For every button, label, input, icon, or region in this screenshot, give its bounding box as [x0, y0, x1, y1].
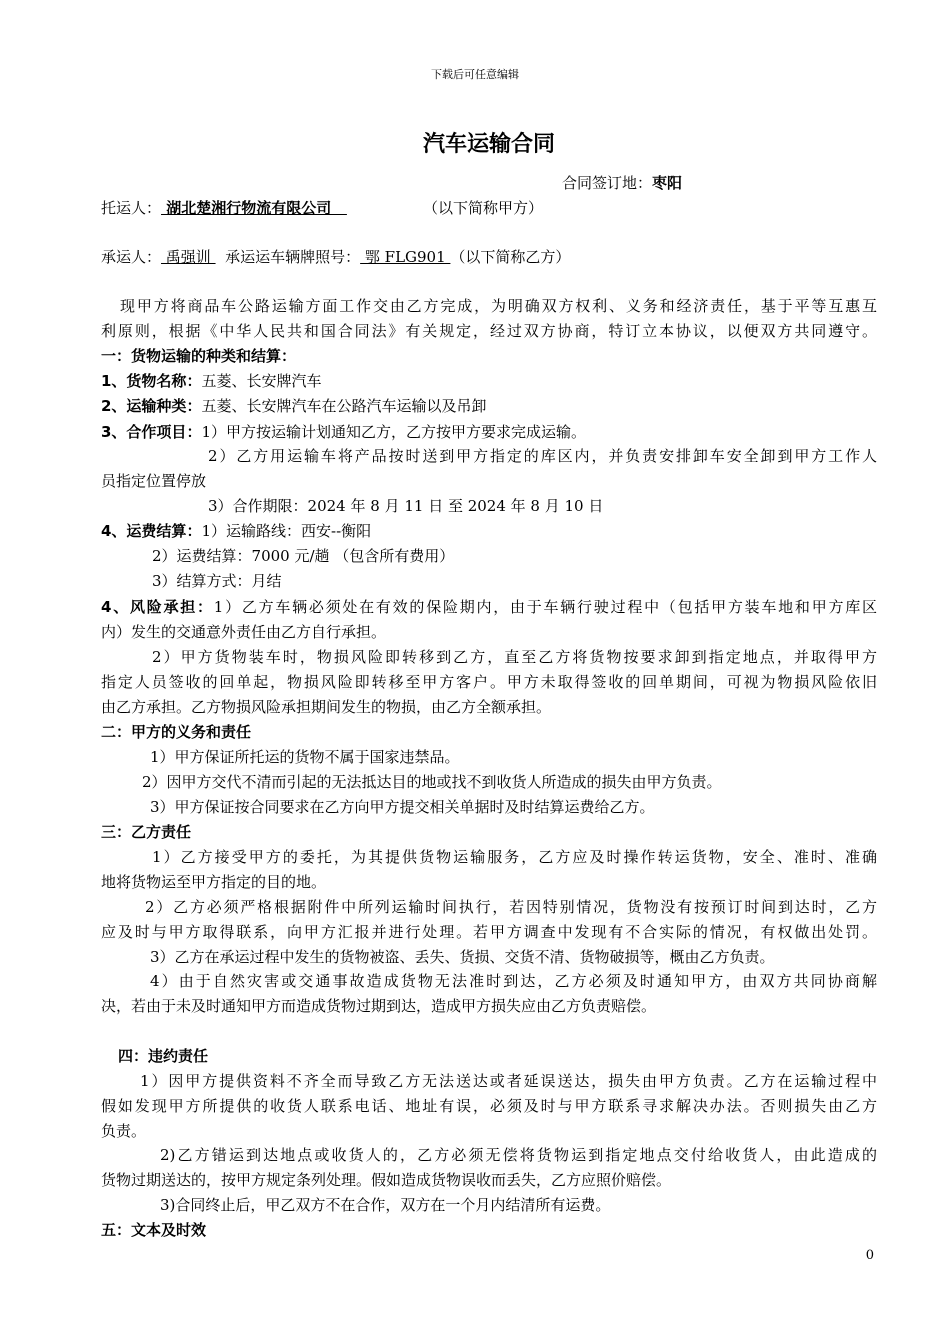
s2-p1: 1）甲方保证所托运的货物不属于国家违禁品。: [150, 748, 460, 766]
s3-p4a: 4）由于自然灾害或交通事故造成货物无法准时到达，乙方必须及时通知甲方，由双方共同协商解: [150, 972, 877, 990]
shipper-name: 湖北楚湘行物流有限公司: [161, 199, 347, 217]
carrier-note: （以下简称乙方）: [450, 248, 571, 266]
s3-p3: 3）乙方在承运过程中发生的货物被盗、丢失、货损、交货不清、货物破损等，概由乙方负责。: [150, 948, 775, 966]
s2-p3: 3）甲方保证按合同要求在乙方向甲方提交相关单据时及时结算运费给乙方。: [150, 798, 655, 816]
s4-p2b: 货物过期送达的，按甲方规定条列处理。假如造成货物误收而丢失，乙方应照价赔偿。: [101, 1171, 672, 1189]
s1-item-5-l2: 内）发生的交通意外责任由乙方自行承担。: [101, 623, 387, 641]
shipper-line: [101, 198, 347, 218]
s1-item-5-p2a: 2）甲方货物装车时，物损风险即转移到乙方，直至乙方将货物按要求卸到指定地点，并取得甲方: [152, 648, 877, 666]
s4-p1c: 负责。: [101, 1122, 147, 1140]
carrier-label: 承运人：: [101, 248, 162, 266]
shipper-note: （以下简称甲方）: [423, 199, 544, 217]
s3-p1a: 1）乙方接受甲方的委托，为其提供货物运输服务，乙方应及时操作转运货物，安全、准时、准确: [152, 848, 877, 866]
s4-p2a: 2)乙方错运到达地点或收货人的，乙方必须无偿将货物运到指定地点交付给收货人，由此造成的: [160, 1146, 877, 1164]
s1-item-3-p2b: 员指定位置停放: [101, 472, 207, 490]
s4-p1b: 假如发现甲方所提供的收货人联系电话、地址有误，必须及时与甲方联系寻求解决办法。否则损失由乙方: [101, 1097, 877, 1115]
s1-item-4: 4、运费结算：1）运输路线：西安--衡阳: [101, 522, 372, 540]
s1-item-5: 4、风险承担：1）乙方车辆必须处在有效的保险期内，由于车辆行驶过程中（包括甲方装车地和甲方库区: [101, 598, 877, 616]
header-note: 下载后可任意编辑: [431, 68, 519, 81]
s3-p2a: 2）乙方必须严格根据附件中所列运输时间执行，若因特别情况，货物没有按预订时间到达时，乙方: [145, 898, 877, 916]
carrier-name: 禹强训: [161, 248, 216, 266]
s1-item-4-p2: 2）运费结算：7000 元/趟 （包含所有费用）: [152, 547, 455, 565]
s2-p2: 2）因甲方交代不清而引起的无法抵达目的地或找不到收货人所造成的损失由甲方负责。: [142, 773, 722, 791]
s3-p1b: 地将货物运至甲方指定的目的地。: [101, 873, 327, 891]
shipper-label: 托运人：: [101, 199, 162, 217]
s3-p2b: 应及时与甲方取得联系，向甲方汇报并进行处理。若甲方调查中发现有不合实际的情况，有权做出处罚。: [101, 923, 877, 941]
s1-item-3-p2a: 2）乙方用运输车将产品按时送到甲方指定的库区内，并负责安排卸车安全卸到甲方工作人: [208, 447, 877, 465]
s1-item-5-p2b: 指定人员签收的回单起，物损风险即转移至甲方客户。甲方未取得签收的回单期间，可视为物损风险依旧: [101, 673, 877, 691]
signing-place: [562, 173, 682, 193]
section-3-heading: 三：乙方责任: [101, 823, 192, 841]
section-1-heading: 一：货物运输的种类和结算：: [101, 347, 297, 365]
page-number: 0: [865, 1248, 874, 1263]
s1-item-2: 2、运输种类：五菱、长安牌汽车在公路汽车运输以及吊卸: [101, 397, 487, 415]
s1-item-3-p3: 3）合作期限：2024 年 8 月 11 日 至 2024 年 8 月 10 日: [208, 497, 604, 515]
section-2-heading: 二：甲方的义务和责任: [101, 723, 252, 741]
s3-p4b: 决，若由于未及时通知甲方而造成货物过期到达，造成甲方损失应由乙方负责赔偿。: [101, 997, 657, 1015]
plate-label: 承运运车辆牌照号：: [225, 248, 361, 266]
section-5-heading: 五：文本及时效: [101, 1221, 207, 1239]
section-4-heading: 四：违约责任: [118, 1047, 209, 1065]
s1-item-4-p3: 3）结算方式：月结: [152, 572, 282, 590]
document-title: 汽车运输合同: [422, 132, 555, 157]
s4-p3: 3)合同终止后，甲乙双方不在合作，双方在一个月内结清所有运费。: [160, 1196, 611, 1214]
preamble-line-1: 现甲方将商品车公路运输方面工作交由乙方完成，为明确双方权利、义务和经济责任，基于平等互惠互: [120, 297, 877, 315]
s1-item-5-p2c: 由乙方承担。乙方物损风险承担期间发生的物损，由乙方全额承担。: [101, 698, 552, 716]
preamble-line-2: 利原则，根据《中华人民共和国合同法》有关规定，经过双方协商，特订立本协议，以便双方共同遵守。: [101, 322, 877, 340]
signing-place-value: 枣阳: [652, 174, 683, 192]
plate-number: 鄂 FLG901: [360, 248, 451, 266]
s4-p1a: 1）因甲方提供资料不齐全而导致乙方无法送达或者延误送达，损失由甲方负责。乙方在运输过程中: [140, 1072, 877, 1090]
carrier-line: [101, 247, 570, 267]
s1-item-1: 1、货物名称：五菱、长安牌汽车: [101, 372, 322, 390]
signing-place-label: 合同签订地：: [562, 174, 653, 192]
s1-item-3: 3、合作项目：1）甲方按运输计划通知乙方，乙方按甲方要求完成运输。: [101, 423, 586, 441]
